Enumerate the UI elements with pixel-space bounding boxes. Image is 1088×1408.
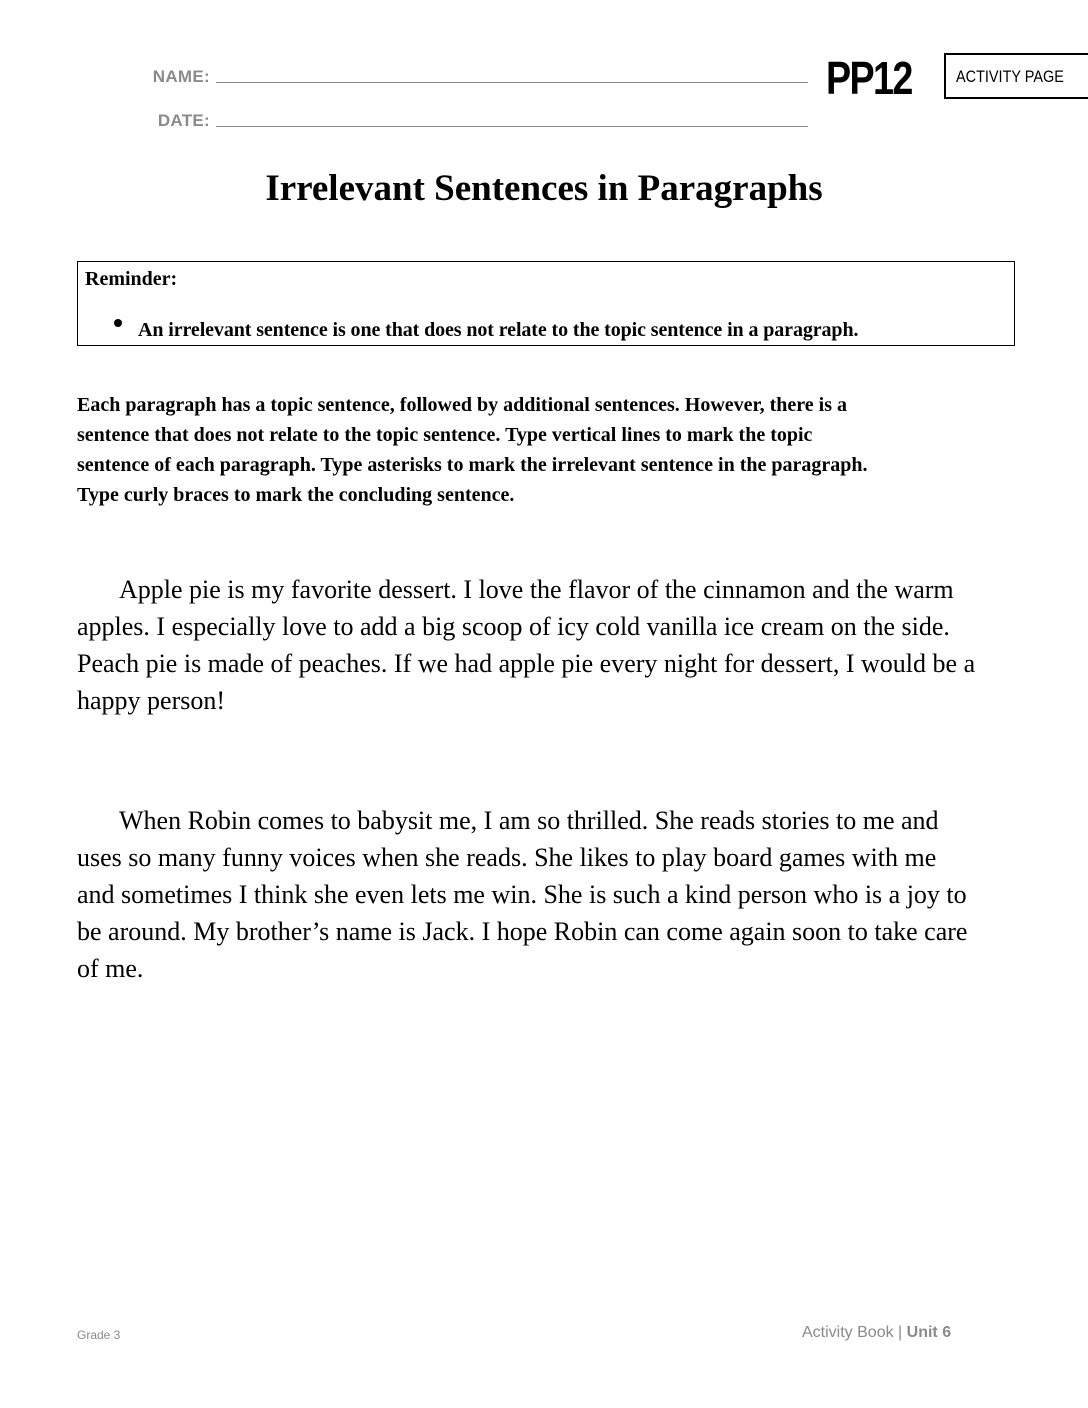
reminder-box <box>77 261 1015 346</box>
paragraph-line: apples. I especially love to add a big scoop of icy cold vanilla ice cream on the side. <box>77 612 950 641</box>
paragraph-line: of me. <box>77 954 144 983</box>
instructions-line: sentence that does not relate to the topic sentence. Type vertical lines to mark the topic <box>77 424 813 446</box>
paragraph-line: happy person! <box>77 686 226 715</box>
date-label: DATE: <box>157 111 210 130</box>
page-code: PP12 <box>826 52 912 104</box>
activity-page-label: ACTIVITY PAGE <box>956 67 1064 86</box>
paragraph-robin[interactable] <box>77 802 1027 987</box>
bullet-icon <box>114 319 122 327</box>
activity-page-badge <box>944 53 1088 99</box>
paragraph-line: Apple pie is my favorite dessert. I love the flavor of the cinnamon and the warm <box>119 575 954 604</box>
footer-grade: Grade 3 <box>77 1328 121 1342</box>
footer-separator: | <box>893 1324 907 1341</box>
name-label: NAME: <box>152 67 210 86</box>
paragraph-line: When Robin comes to babysit me, I am so thrilled. She reads stories to me and <box>119 806 939 835</box>
paragraph-line: and sometimes I think she even lets me win. She is such a kind person who is a joy to <box>77 880 967 909</box>
footer-book: Activity Book <box>802 1324 894 1341</box>
footer-book-info <box>802 1324 951 1342</box>
paragraph-line: uses so many funny voices when she reads. She likes to play board games with me <box>77 843 937 872</box>
name-line <box>216 82 808 83</box>
reminder-text: An irrelevant sentence is one that does not relate to the topic sentence in a paragraph. <box>138 319 859 341</box>
instructions-line: sentence of each paragraph. Type asterisks to mark the irrelevant sentence in the paragraph. <box>77 454 868 476</box>
paragraph-line: Peach pie is made of peaches. If we had apple pie every night for dessert, I would be a <box>77 649 976 678</box>
date-line <box>216 126 808 127</box>
instructions <box>77 390 1017 510</box>
date-field <box>100 111 808 131</box>
instructions-line: Type curly braces to mark the concluding sentence. <box>77 484 515 506</box>
name-field <box>100 67 808 87</box>
paragraph-apple-pie[interactable] <box>77 571 1027 719</box>
paragraph-line: be around. My brother’s name is Jack. I hope Robin can come again soon to take care <box>77 917 968 946</box>
reminder-title: Reminder: <box>85 268 178 290</box>
footer-unit: Unit 6 <box>906 1324 952 1341</box>
instructions-line: Each paragraph has a topic sentence, followed by additional sentences. However, there is a <box>77 394 847 416</box>
page-title: Irrelevant Sentences in Paragraphs <box>265 168 823 209</box>
